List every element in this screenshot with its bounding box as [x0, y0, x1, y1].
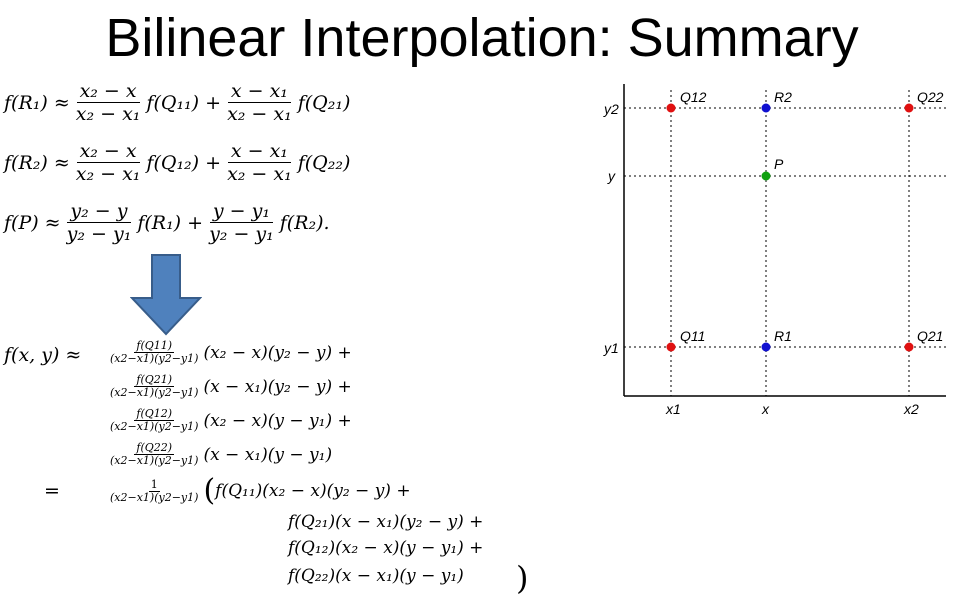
expansion-factor-row: [108, 473, 411, 508]
point-q12: [667, 104, 676, 113]
eq-p-frac2-den: y₂ − y₁: [209, 223, 274, 245]
point-r2: [762, 104, 771, 113]
expansion-row-1-den: (x2−x1)(y2−y1): [110, 352, 199, 365]
tick-y1: y1: [604, 340, 619, 356]
expansion-factor-den: (x2−x1)(y2−y1): [110, 490, 199, 504]
eq-r2-lhs: f(R₂) ≈: [4, 151, 70, 174]
tick-y: y: [608, 168, 615, 184]
eq-p-term1: f(R₁) +: [137, 211, 204, 234]
eq-p-frac2-num: y − y₁: [210, 200, 273, 223]
equation-p: [4, 200, 330, 245]
expansion-row-1-rest: (x₂ − x)(y₂ − y) +: [203, 342, 352, 363]
eq-r2-term1: f(Q₁₂) +: [146, 151, 222, 174]
eq-r2-frac1-num: x₂ − x: [77, 140, 140, 163]
eq-p-frac1-num: y₂ − y: [67, 200, 130, 223]
expansion-row-3-rest: (x₂ − x)(y − y₁) +: [203, 410, 352, 431]
expansion-row-4-num: f(Q22): [136, 441, 173, 454]
expansion-row-3-frac: [108, 408, 200, 433]
tick-x1: x1: [666, 401, 681, 417]
eq-r2-frac1-den: x₂ − x₁: [75, 163, 141, 185]
expansion-row-1: [108, 340, 352, 365]
eq-r2-term2: f(Q₂₂): [297, 151, 351, 174]
expansion-lhs: f(x, y) ≈: [4, 344, 82, 366]
eq-p-frac1-den: y₂ − y₁: [66, 223, 132, 245]
expansion-row-4-den: (x2−x1)(y2−y1): [110, 454, 199, 467]
down-arrow-icon: [130, 254, 202, 336]
eq-p-lhs: f(P) ≈: [4, 211, 61, 234]
expansion-line-3: f(Q₁₂)(x₂ − x)(y − y₁) +: [288, 538, 484, 558]
point-p: [762, 172, 771, 181]
expansion-row-3: [108, 408, 352, 433]
eq-r1-lhs: f(R₁) ≈: [4, 91, 70, 114]
label-p: P: [774, 156, 784, 172]
expansion-row-2-frac: [108, 374, 200, 399]
label-r2: R2: [774, 89, 792, 105]
eq-r2-frac2-den: x₂ − x₁: [227, 163, 292, 185]
label-q22: Q22: [917, 89, 944, 105]
expansion-row-1-frac: [108, 340, 200, 365]
eq-r1-term1: f(Q₁₁) +: [146, 91, 222, 114]
eq-r1-frac2-den: x₂ − x₁: [227, 103, 292, 125]
equation-r2: [4, 140, 350, 185]
expansion-row-3-num: f(Q12): [136, 407, 173, 420]
expansion-open-paren: (: [203, 473, 216, 508]
eq-r1-frac2: [224, 80, 295, 125]
interpolation-diagram: [596, 80, 956, 420]
point-q22: [905, 104, 914, 113]
expansion-close-paren: ): [516, 559, 529, 597]
expansion-row-2: [108, 374, 352, 399]
expansion-row-2-rest: (x − x₁)(y₂ − y) +: [203, 376, 352, 397]
expansion-row-4-frac: [108, 442, 200, 467]
expansion-row-2-den: (x2−x1)(y2−y1): [110, 386, 199, 399]
eq-r2-frac2: [224, 140, 295, 185]
expansion-row-4: [108, 442, 332, 467]
eq-p-frac2: [206, 200, 277, 245]
label-q21: Q21: [917, 328, 944, 344]
point-r1: [762, 343, 771, 352]
slide-title: Bilinear Interpolation: Summary: [105, 8, 859, 68]
eq-p-frac1: [64, 200, 135, 245]
label-q11: Q11: [680, 328, 706, 344]
expansion-row-1-num: f(Q11): [136, 339, 173, 352]
expansion-equals: =: [44, 480, 60, 502]
eq-r1-frac1-den: x₂ − x₁: [75, 103, 141, 125]
tick-y2: y2: [604, 101, 619, 117]
eq-p-term2: f(R₂).: [279, 211, 330, 234]
eq-r1-frac1: [73, 80, 144, 125]
expansion-row-4-rest: (x − x₁)(y − y₁): [203, 444, 333, 465]
equation-r1: [4, 80, 350, 125]
eq-r1-frac1-num: x₂ − x: [77, 80, 140, 103]
tick-x: x: [762, 401, 769, 417]
label-q12: Q12: [680, 89, 707, 105]
expansion-line-2: f(Q₂₁)(x − x₁)(y₂ − y) +: [288, 512, 484, 532]
eq-r2-frac1: [73, 140, 144, 185]
expansion-row-3-den: (x2−x1)(y2−y1): [110, 420, 199, 433]
eq-r1-frac2-num: x − x₁: [228, 80, 291, 103]
point-q21: [905, 343, 914, 352]
eq-r2-frac2-num: x − x₁: [228, 140, 291, 163]
expansion-factor-num: 1: [150, 477, 158, 491]
eq-r1-term2: f(Q₂₁): [297, 91, 351, 114]
expansion-line-4: f(Q₂₂)(x − x₁)(y − y₁): [288, 566, 464, 586]
expansion-row-2-num: f(Q21): [136, 373, 173, 386]
expansion-factor-frac: [108, 479, 200, 504]
tick-x2: x2: [904, 401, 919, 417]
label-r1: R1: [774, 328, 792, 344]
expansion-line-1: f(Q₁₁)(x₂ − x)(y₂ − y) +: [215, 481, 411, 501]
point-q11: [667, 343, 676, 352]
